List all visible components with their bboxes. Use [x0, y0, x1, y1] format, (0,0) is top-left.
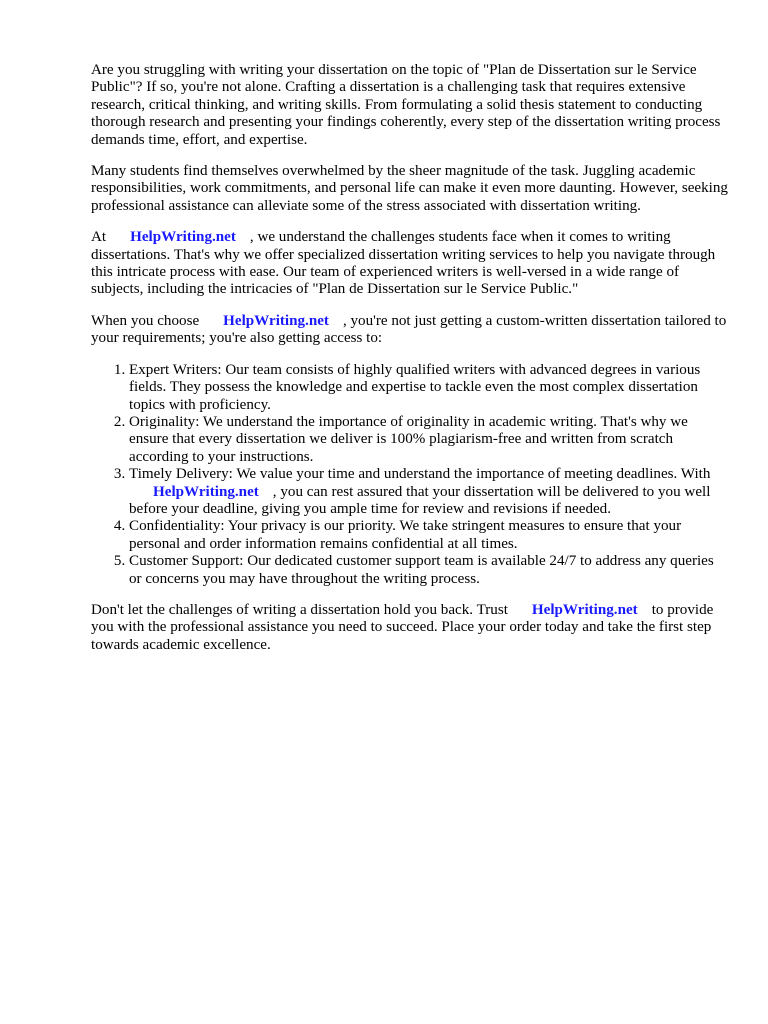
list-item-timely-delivery — [129, 466, 728, 518]
closing-text-after: to provide you with the professional assistance you need to succeed. Place your order today and take the first step towards academic excellence. — [91, 601, 714, 653]
intro-paragraph: Are you struggling with writing your dissertation on the topic of "Plan de Dissertation sur le Service Public"? If so, you're not alone. Crafting a dissertation is a challenging task that requires extensive research, critical thinking, and writing skills. From formulating a solid thesis statement to conducting thorough research and presenting your findings coherently, every step of the dissertation writing process demands time, effort, and expertise. — [91, 62, 721, 148]
services-text-after: , we understand the challenges students face when it comes to writing dissertations. That's why we offer specialized dissertation writing services to help you navigate through this intricate process with ease. Our team of experienced writers is well-versed in a wide range of subjects, including the intricacies of "Plan de Dissertation sur le Service Public." — [91, 229, 716, 298]
services-paragraph — [91, 229, 728, 299]
list-item-expert-writers: 1. Expert Writers: Our team consists of highly qualified writers with advanced degrees in various fields. They possess the knowledge and expertise to tackle even the most complex dissertation topics with proficiency. — [129, 362, 728, 414]
timely-text-before: Timely Delivery: We value your time and understand the importance of meeting deadlines. With — [129, 466, 711, 483]
choose-text-before: When you choose — [91, 312, 200, 329]
list-item-confidentiality: 4. Confidentiality: Your privacy is our priority. We take stringent measures to ensure that your personal and order information remains confidential at all times. — [129, 518, 728, 553]
choose-text-after: , you're not just getting a custom-written dissertation tailored to your requirements; you're also getting access to: — [91, 312, 727, 347]
list-item-customer-support: 5. Customer Support: Our dedicated customer support team is available 24/7 to address any queries or concerns you may have throughout the writing process. — [129, 553, 728, 588]
helpwriting-link[interactable]: HelpWriting.net — [130, 229, 236, 246]
timely-text-after: , you can rest assured that your dissertation will be delivered to you well before your deadline, giving you ample time for review and revisions if needed. — [129, 483, 711, 517]
choose-paragraph — [91, 313, 728, 348]
closing-text-before: Don't let the challenges of writing a dissertation hold you back. Trust — [91, 601, 508, 618]
helpwriting-link[interactable]: HelpWriting.net — [223, 312, 329, 329]
benefits-list — [91, 362, 728, 588]
services-text-before: At — [91, 229, 107, 246]
helpwriting-link[interactable]: HelpWriting.net — [153, 483, 259, 500]
overwhelmed-paragraph: Many students find themselves overwhelmed by the sheer magnitude of the task. Juggling academic responsibilities, work commitments, and personal life can make it even more daunting. However, seeking professional assistance can alleviate some of the stress associated with dissertation writing. — [91, 163, 728, 214]
helpwriting-link[interactable]: HelpWriting.net — [531, 601, 638, 618]
closing-paragraph — [91, 602, 728, 654]
list-item-originality: 2. Originality: We understand the importance of originality in academic writing. That's why we ensure that every dissertation we deliver is 100% plagiarism-free and written from scratch according to your instructions. — [129, 414, 728, 466]
